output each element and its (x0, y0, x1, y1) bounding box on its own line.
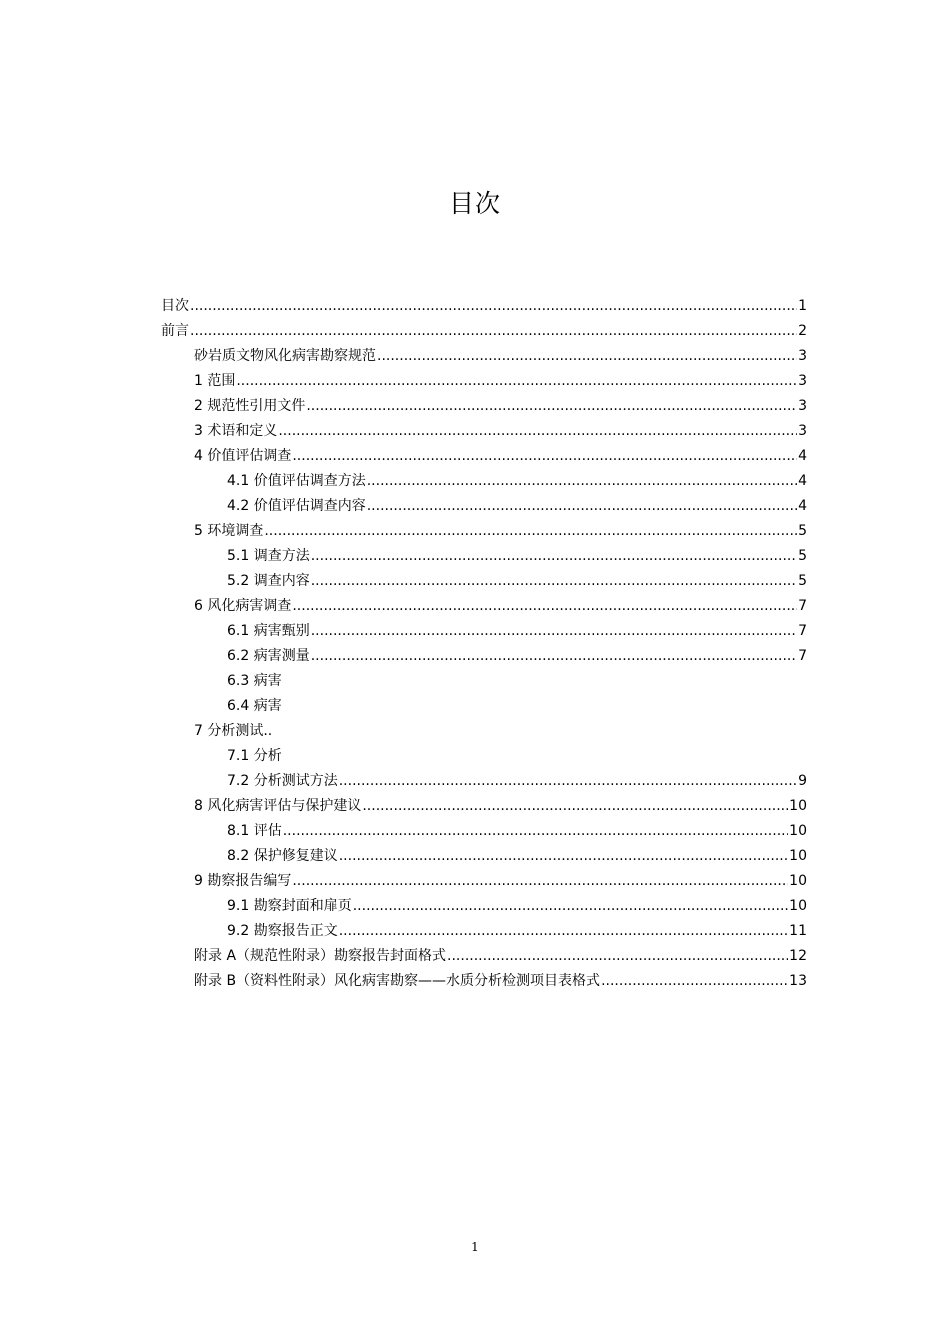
toc-entry-label: 5.2 调查内容 (227, 573, 310, 589)
toc-dot-leader (278, 419, 797, 444)
toc-entry[interactable] (161, 419, 807, 444)
toc-dot-leader (311, 644, 797, 669)
toc-entry-page: 10 (789, 798, 807, 814)
toc-entry[interactable] (161, 594, 807, 619)
toc-entry-page: 1 (798, 298, 807, 314)
toc-entry-page: 4 (798, 498, 807, 514)
toc-entry-label: 5 环境调查 (194, 523, 264, 539)
toc-entry[interactable] (161, 844, 807, 869)
toc-entry-page: 3 (798, 398, 807, 414)
toc-dot-leader (367, 494, 797, 519)
toc-entry[interactable] (161, 344, 807, 369)
toc-entry[interactable] (161, 494, 807, 519)
toc-entry-page: 13 (789, 973, 807, 989)
toc-entry-label: 7 分析测试.. (194, 723, 273, 739)
toc-entry[interactable] (161, 744, 807, 769)
toc-entry-label: 4.2 价值评估调查内容 (227, 498, 366, 514)
toc-entry[interactable] (161, 919, 807, 944)
toc-entry-page: 10 (789, 848, 807, 864)
toc-entry-label: 附录 B（资料性附录）风化病害勘察——水质分析检测项目表格式 (194, 973, 601, 989)
toc-entry[interactable] (161, 394, 807, 419)
toc-entry-page: 5 (798, 548, 807, 564)
toc-entry-label: 4.1 价值评估调查方法 (227, 473, 366, 489)
toc-entry-label: 1 范围 (194, 373, 236, 389)
toc-entry-label: 8 风化病害评估与保护建议 (194, 798, 362, 814)
toc-dot-leader (339, 769, 797, 794)
toc-entry-page: 3 (798, 348, 807, 364)
toc-dot-leader (264, 519, 797, 544)
toc-title: 目次 (448, 189, 501, 218)
toc-dot-leader (292, 869, 788, 894)
toc-dot-leader (377, 344, 797, 369)
toc-entry-page: 3 (798, 423, 807, 439)
toc-dot-leader (236, 369, 797, 394)
table-of-contents (161, 294, 807, 994)
toc-entry[interactable] (161, 719, 807, 744)
toc-entry-label: 7.1 分析 (227, 748, 282, 764)
toc-dot-leader (306, 394, 797, 419)
toc-dot-leader (339, 844, 788, 869)
toc-dot-leader (367, 469, 797, 494)
toc-dot-leader (601, 969, 788, 994)
toc-dot-leader (311, 569, 797, 594)
toc-entry[interactable] (161, 819, 807, 844)
toc-entry-label: 8.2 保护修复建议 (227, 848, 338, 864)
toc-entry[interactable] (161, 694, 807, 719)
toc-entry-label: 2 规范性引用文件 (194, 398, 306, 414)
toc-dot-leader (190, 294, 797, 319)
toc-entry-page: 12 (789, 948, 807, 964)
toc-dot-leader (447, 944, 788, 969)
toc-entry-label: 3 术语和定义 (194, 423, 278, 439)
toc-dot-leader (353, 894, 788, 919)
toc-entry[interactable] (161, 469, 807, 494)
toc-entry[interactable] (161, 619, 807, 644)
toc-entry-page: 11 (789, 923, 807, 939)
toc-dot-leader (311, 619, 797, 644)
toc-entry[interactable] (161, 794, 807, 819)
toc-entry[interactable] (161, 369, 807, 394)
toc-entry-page: 7 (798, 648, 807, 664)
toc-dot-leader (283, 819, 788, 844)
toc-entry[interactable] (161, 894, 807, 919)
toc-entry[interactable] (161, 769, 807, 794)
toc-dot-leader (311, 544, 797, 569)
toc-entry-label: 前言 (161, 323, 189, 339)
toc-dot-leader (362, 794, 788, 819)
toc-entry-label: 附录 A（规范性附录）勘察报告封面格式 (194, 948, 447, 964)
toc-entry-page: 2 (798, 323, 807, 339)
toc-entry[interactable] (161, 569, 807, 594)
toc-entry[interactable] (161, 869, 807, 894)
page-number: 1 (471, 1240, 479, 1254)
toc-entry[interactable] (161, 319, 807, 344)
toc-dot-leader (339, 919, 788, 944)
toc-entry-page: 5 (798, 523, 807, 539)
toc-entry-page: 10 (789, 898, 807, 914)
toc-entry-label: 9.1 勘察封面和扉页 (227, 898, 352, 914)
toc-entry-page: 4 (798, 448, 807, 464)
toc-entry-page: 5 (798, 573, 807, 589)
toc-entry-label: 9 勘察报告编写 (194, 873, 292, 889)
toc-entry[interactable] (161, 444, 807, 469)
toc-entry-label: 6.3 病害 (227, 673, 282, 689)
toc-entry[interactable] (161, 944, 807, 969)
toc-dot-leader (292, 444, 797, 469)
toc-entry[interactable] (161, 644, 807, 669)
toc-entry[interactable] (161, 294, 807, 319)
toc-entry-label: 9.2 勘察报告正文 (227, 923, 338, 939)
toc-entry[interactable] (161, 544, 807, 569)
toc-entry-label: 砂岩质文物风化病害勘察规范 (194, 348, 376, 364)
toc-entry[interactable] (161, 669, 807, 694)
toc-entry-page: 9 (798, 773, 807, 789)
toc-entry[interactable] (161, 519, 807, 544)
toc-entry-label: 6.4 病害 (227, 698, 282, 714)
toc-entry[interactable] (161, 969, 807, 994)
toc-entry-page: 10 (789, 873, 807, 889)
toc-dot-leader (190, 319, 797, 344)
toc-entry-label: 4 价值评估调查 (194, 448, 292, 464)
toc-entry-label: 6.2 病害测量 (227, 648, 310, 664)
toc-entry-page: 4 (798, 473, 807, 489)
toc-entry-page: 3 (798, 373, 807, 389)
toc-entry-label: 7.2 分析测试方法 (227, 773, 338, 789)
toc-entry-page: 10 (789, 823, 807, 839)
toc-entry-label: 6 风化病害调查 (194, 598, 292, 614)
toc-entry-page: 7 (798, 598, 807, 614)
toc-entry-label: 8.1 评估 (227, 823, 282, 839)
toc-entry-label: 目次 (161, 298, 189, 314)
toc-entry-label: 6.1 病害甄别 (227, 623, 310, 639)
toc-entry-page: 7 (798, 623, 807, 639)
toc-entry-label: 5.1 调查方法 (227, 548, 310, 564)
toc-dot-leader (292, 594, 797, 619)
